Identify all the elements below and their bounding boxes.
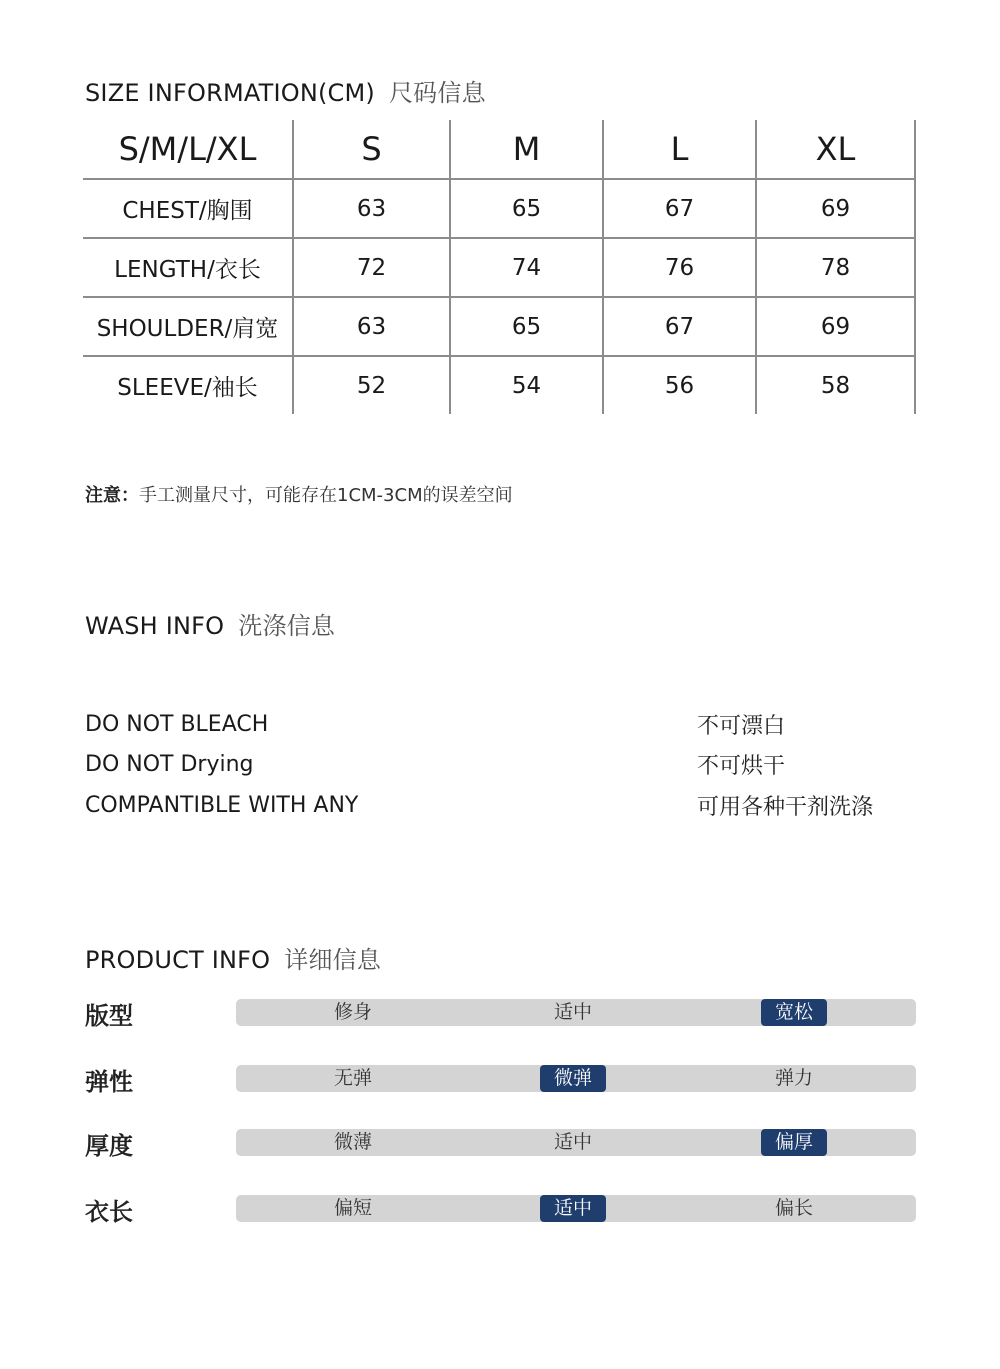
table-cell: 69 [757,180,916,237]
table-cell: 67 [604,180,757,237]
header-cell-m: M [451,120,604,178]
product-info-title-zh: 详细信息 [284,946,382,974]
attr-option-selected: 微弹 [540,1065,606,1092]
table-cell: 63 [294,180,451,237]
product-attr-fit [85,998,916,1028]
attr-option: 偏短 [333,1197,372,1219]
product-info-title [85,940,381,975]
table-cell: 67 [604,298,757,355]
size-table [83,120,916,414]
list-item [85,785,915,826]
wash-info-title-zh: 洗涤信息 [238,612,336,640]
table-cell: 74 [451,239,604,296]
attr-option: 适中 [553,1001,592,1023]
size-info-title-en: SIZE INFORMATION(CM) [85,79,375,107]
table-cell: 65 [451,298,604,355]
attr-option-selected: 偏厚 [761,1129,827,1156]
table-cell: 72 [294,239,451,296]
row-label: SLEEVE/袖长 [83,357,294,414]
table-cell: 63 [294,298,451,355]
wash-item-en: COMPANTIBLE WITH ANY [85,792,359,818]
note-label: 注意： [85,485,139,506]
attr-label: 版型 [85,1002,133,1030]
attr-option: 无弹 [333,1067,372,1089]
product-info-title-en: PRODUCT INFO [85,946,271,974]
attr-option: 弹力 [774,1067,813,1089]
attr-scale-bar [236,1195,916,1222]
row-label: LENGTH/衣长 [83,239,294,296]
attr-label: 厚度 [85,1132,133,1160]
table-cell: 76 [604,239,757,296]
attr-scale-bar [236,1065,916,1092]
wash-item-en: DO NOT BLEACH [85,711,269,737]
wash-item-zh: 可用各种干剂洗涤 [697,794,874,820]
list-item [85,704,915,745]
wash-list [85,704,915,826]
table-cell: 65 [451,180,604,237]
product-attr-thickness [85,1128,916,1158]
header-cell-xl: XL [757,120,916,178]
row-label: CHEST/胸围 [83,180,294,237]
wash-item-zh: 不可烘干 [697,754,786,780]
table-cell: 78 [757,239,916,296]
table-cell: 54 [451,357,604,414]
attr-option-selected: 适中 [540,1195,606,1222]
attr-option: 适中 [553,1131,592,1153]
attr-scale-bar [236,1129,916,1156]
row-label: SHOULDER/肩宽 [83,298,294,355]
table-cell: 52 [294,357,451,414]
product-attr-length [85,1194,916,1224]
note-text: 手工测量尺寸，可能存在1CM-3CM的误差空间 [139,485,513,506]
attr-label: 弹性 [85,1068,133,1096]
attr-option: 修身 [333,1001,372,1023]
table-cell: 69 [757,298,916,355]
wash-info-title-en: WASH INFO [85,612,225,640]
product-attr-elasticity [85,1064,916,1094]
measurement-note [85,481,513,507]
attr-scale-bar [236,999,916,1026]
header-cell-l: L [604,120,757,178]
attr-option: 微薄 [333,1131,372,1153]
table-row [83,239,916,298]
wash-item-en: DO NOT Drying [85,752,254,778]
table-cell: 56 [604,357,757,414]
list-item [85,745,915,786]
table-row [83,298,916,357]
table-row [83,180,916,239]
size-info-title [85,73,486,108]
wash-item-zh: 不可漂白 [697,713,786,739]
wash-info-title [85,606,335,641]
attr-option: 偏长 [774,1197,813,1219]
size-info-title-zh: 尺码信息 [388,79,486,107]
attr-label: 衣长 [85,1198,133,1226]
header-cell-s: S [294,120,451,178]
attr-option-selected: 宽松 [761,999,827,1026]
table-row [83,357,916,414]
header-cell-size: S/M/L/XL [83,120,294,178]
table-cell: 58 [757,357,916,414]
size-table-header [83,120,916,180]
